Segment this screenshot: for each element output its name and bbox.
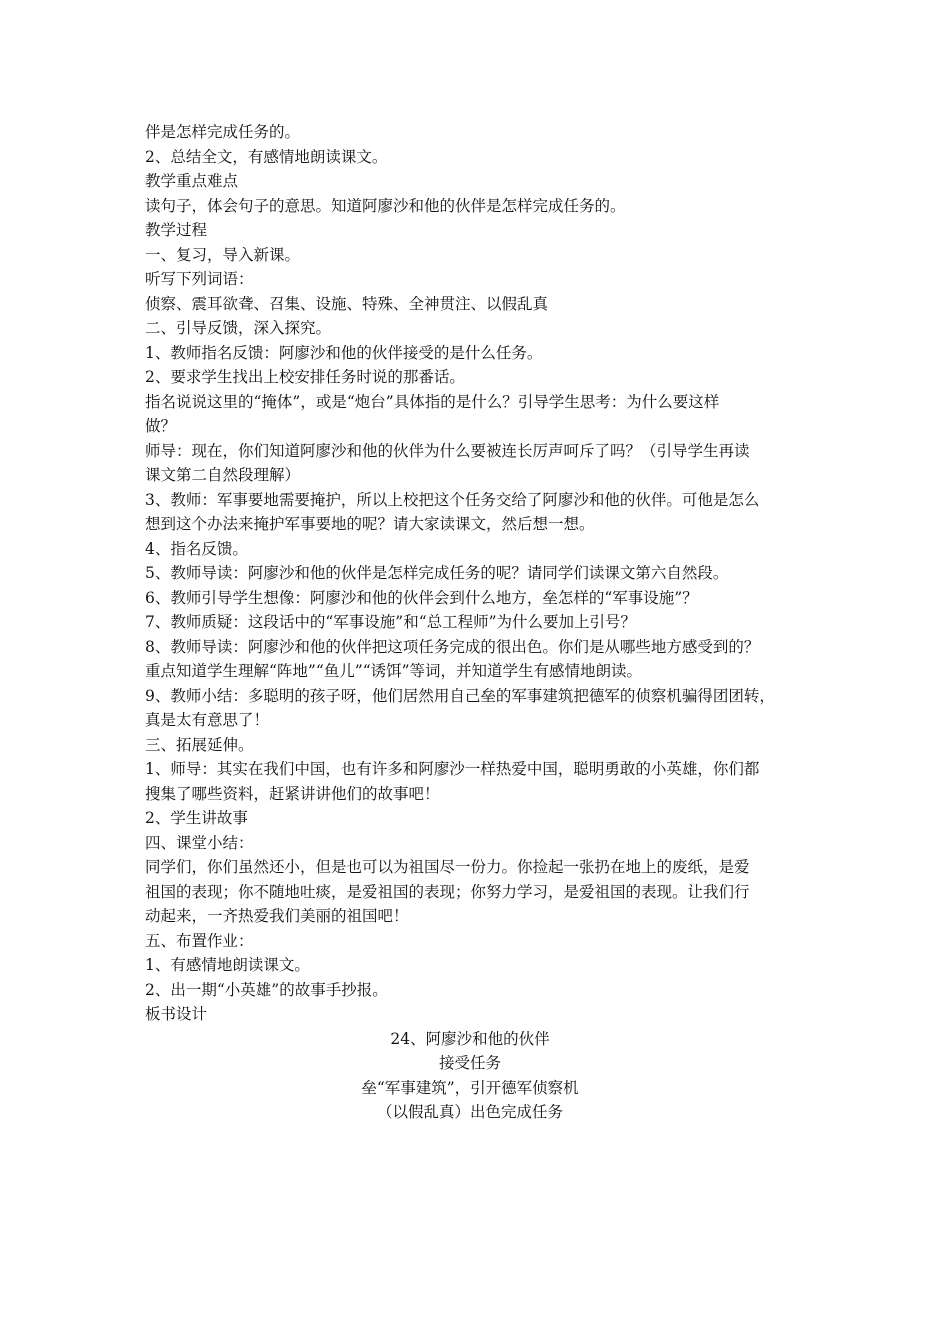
text-line: 搜集了哪些资料，赶紧讲讲他们的故事吧！ [145,784,440,803]
text-line: 2、出一期“小英雄”的故事手抄报。 [145,980,388,999]
text-line: 1、教师指名反馈：阿廖沙和他的伙伴接受的是什么任务。 [145,343,543,362]
board-line: 垒“军事建筑”，引开德军侦察机 [361,1078,579,1097]
board-title: 24、阿廖沙和他的伙伴 [390,1029,550,1048]
text-line: 1、有感情地朗读课文。 [145,956,310,974]
board-design [145,1027,825,1125]
section-heading: 板书设计 [145,1005,208,1023]
text-line: 真是太有意思了！ [145,711,270,729]
text-line: 祖国的表现；你不随地吐痰，是爱祖国的表现；你努力学习，是爱祖国的表现。让我们行 [145,882,750,901]
text-line: 动起来，一齐热爱我们美丽的祖国吧！ [145,907,409,925]
text-line: 指名说说这里的“掩体”，或是“炮台”具体指的是什么？引导学生思考：为什么要这样 [145,392,720,411]
text-line: 伴是怎样完成任务的。 [145,123,301,141]
document-page [145,120,825,1125]
text-line: 2、要求学生找出上校安排任务时说的那番话。 [145,368,465,386]
text-line: 5、教师导读：阿廖沙和他的伙伴是怎样完成任务的呢？请同学们读课文第六自然段。 [145,564,729,582]
section-heading: 教学重点难点 [145,172,239,190]
text-line: 做？ [145,417,177,435]
text-line: 重点知道学生理解“阵地”“鱼儿”“诱饵”等词，并知道学生有感情地朗读。 [145,662,643,680]
text-line: 读句子，体会句子的意思。知道阿廖沙和他的伙伴是怎样完成任务的。 [145,196,626,215]
text-line: 师导：现在，你们知道阿廖沙和他的伙伴为什么要被连长厉声呵斥了吗？（引导学生再读 [145,441,750,460]
body-text [145,120,825,1027]
section-heading: 三、拓展延伸。 [145,735,254,754]
board-line: 接受任务 [438,1054,501,1072]
text-line: 3、教师：军事要地需要掩护，所以上校把这个任务交给了阿廖沙和他的伙伴。可他是怎么 [145,490,760,509]
text-line: 同学们，你们虽然还小，但是也可以为祖国尽一份力。你捡起一张扔在地上的废纸，是爱 [145,858,750,876]
text-line: 7、教师质疑：这段话中的“军事设施”和“总工程师”为什么要加上引号？ [145,613,637,631]
text-line: 侦察、震耳欲聋、召集、设施、特殊、全神贯注、以假乱真 [145,294,549,313]
text-line: 6、教师引导学生想像：阿廖沙和他的伙伴会到什么地方，垒怎样的“军事设施”？ [145,588,698,607]
text-line: 2、总结全文，有感情地朗读课文。 [145,147,388,166]
section-heading: 一、复习，导入新课。 [145,245,301,264]
section-heading: 四、课堂小结： [145,833,254,852]
text-line: 想到这个办法来掩护军事要地的呢？请大家读课文，然后想一想。 [145,515,595,533]
text-line: 听写下列词语： [145,270,254,288]
text-line: 课文第二自然段理解） [145,466,301,484]
section-heading: 二、引导反馈，深入探究。 [145,319,332,337]
section-heading: 教学过程 [145,221,208,239]
text-line: 1、师导：其实在我们中国，也有许多和阿廖沙一样热爱中国，聪明勇敢的小英雄，你们都 [145,760,760,778]
text-line: 4、指名反馈。 [145,539,248,558]
text-line: 2、学生讲故事 [145,809,248,827]
text-line: 9、教师小结：多聪明的孩子呀，他们居然用自己垒的军事建筑把德军的侦察机骗得团团转， [145,686,775,705]
text-line: 8、教师导读：阿廖沙和他的伙伴把这项任务完成的很出色。你们是从哪些地方感受到的？ [145,637,760,656]
section-heading: 五、布置作业： [145,931,254,950]
board-line: （以假乱真）出色完成任务 [376,1103,563,1121]
